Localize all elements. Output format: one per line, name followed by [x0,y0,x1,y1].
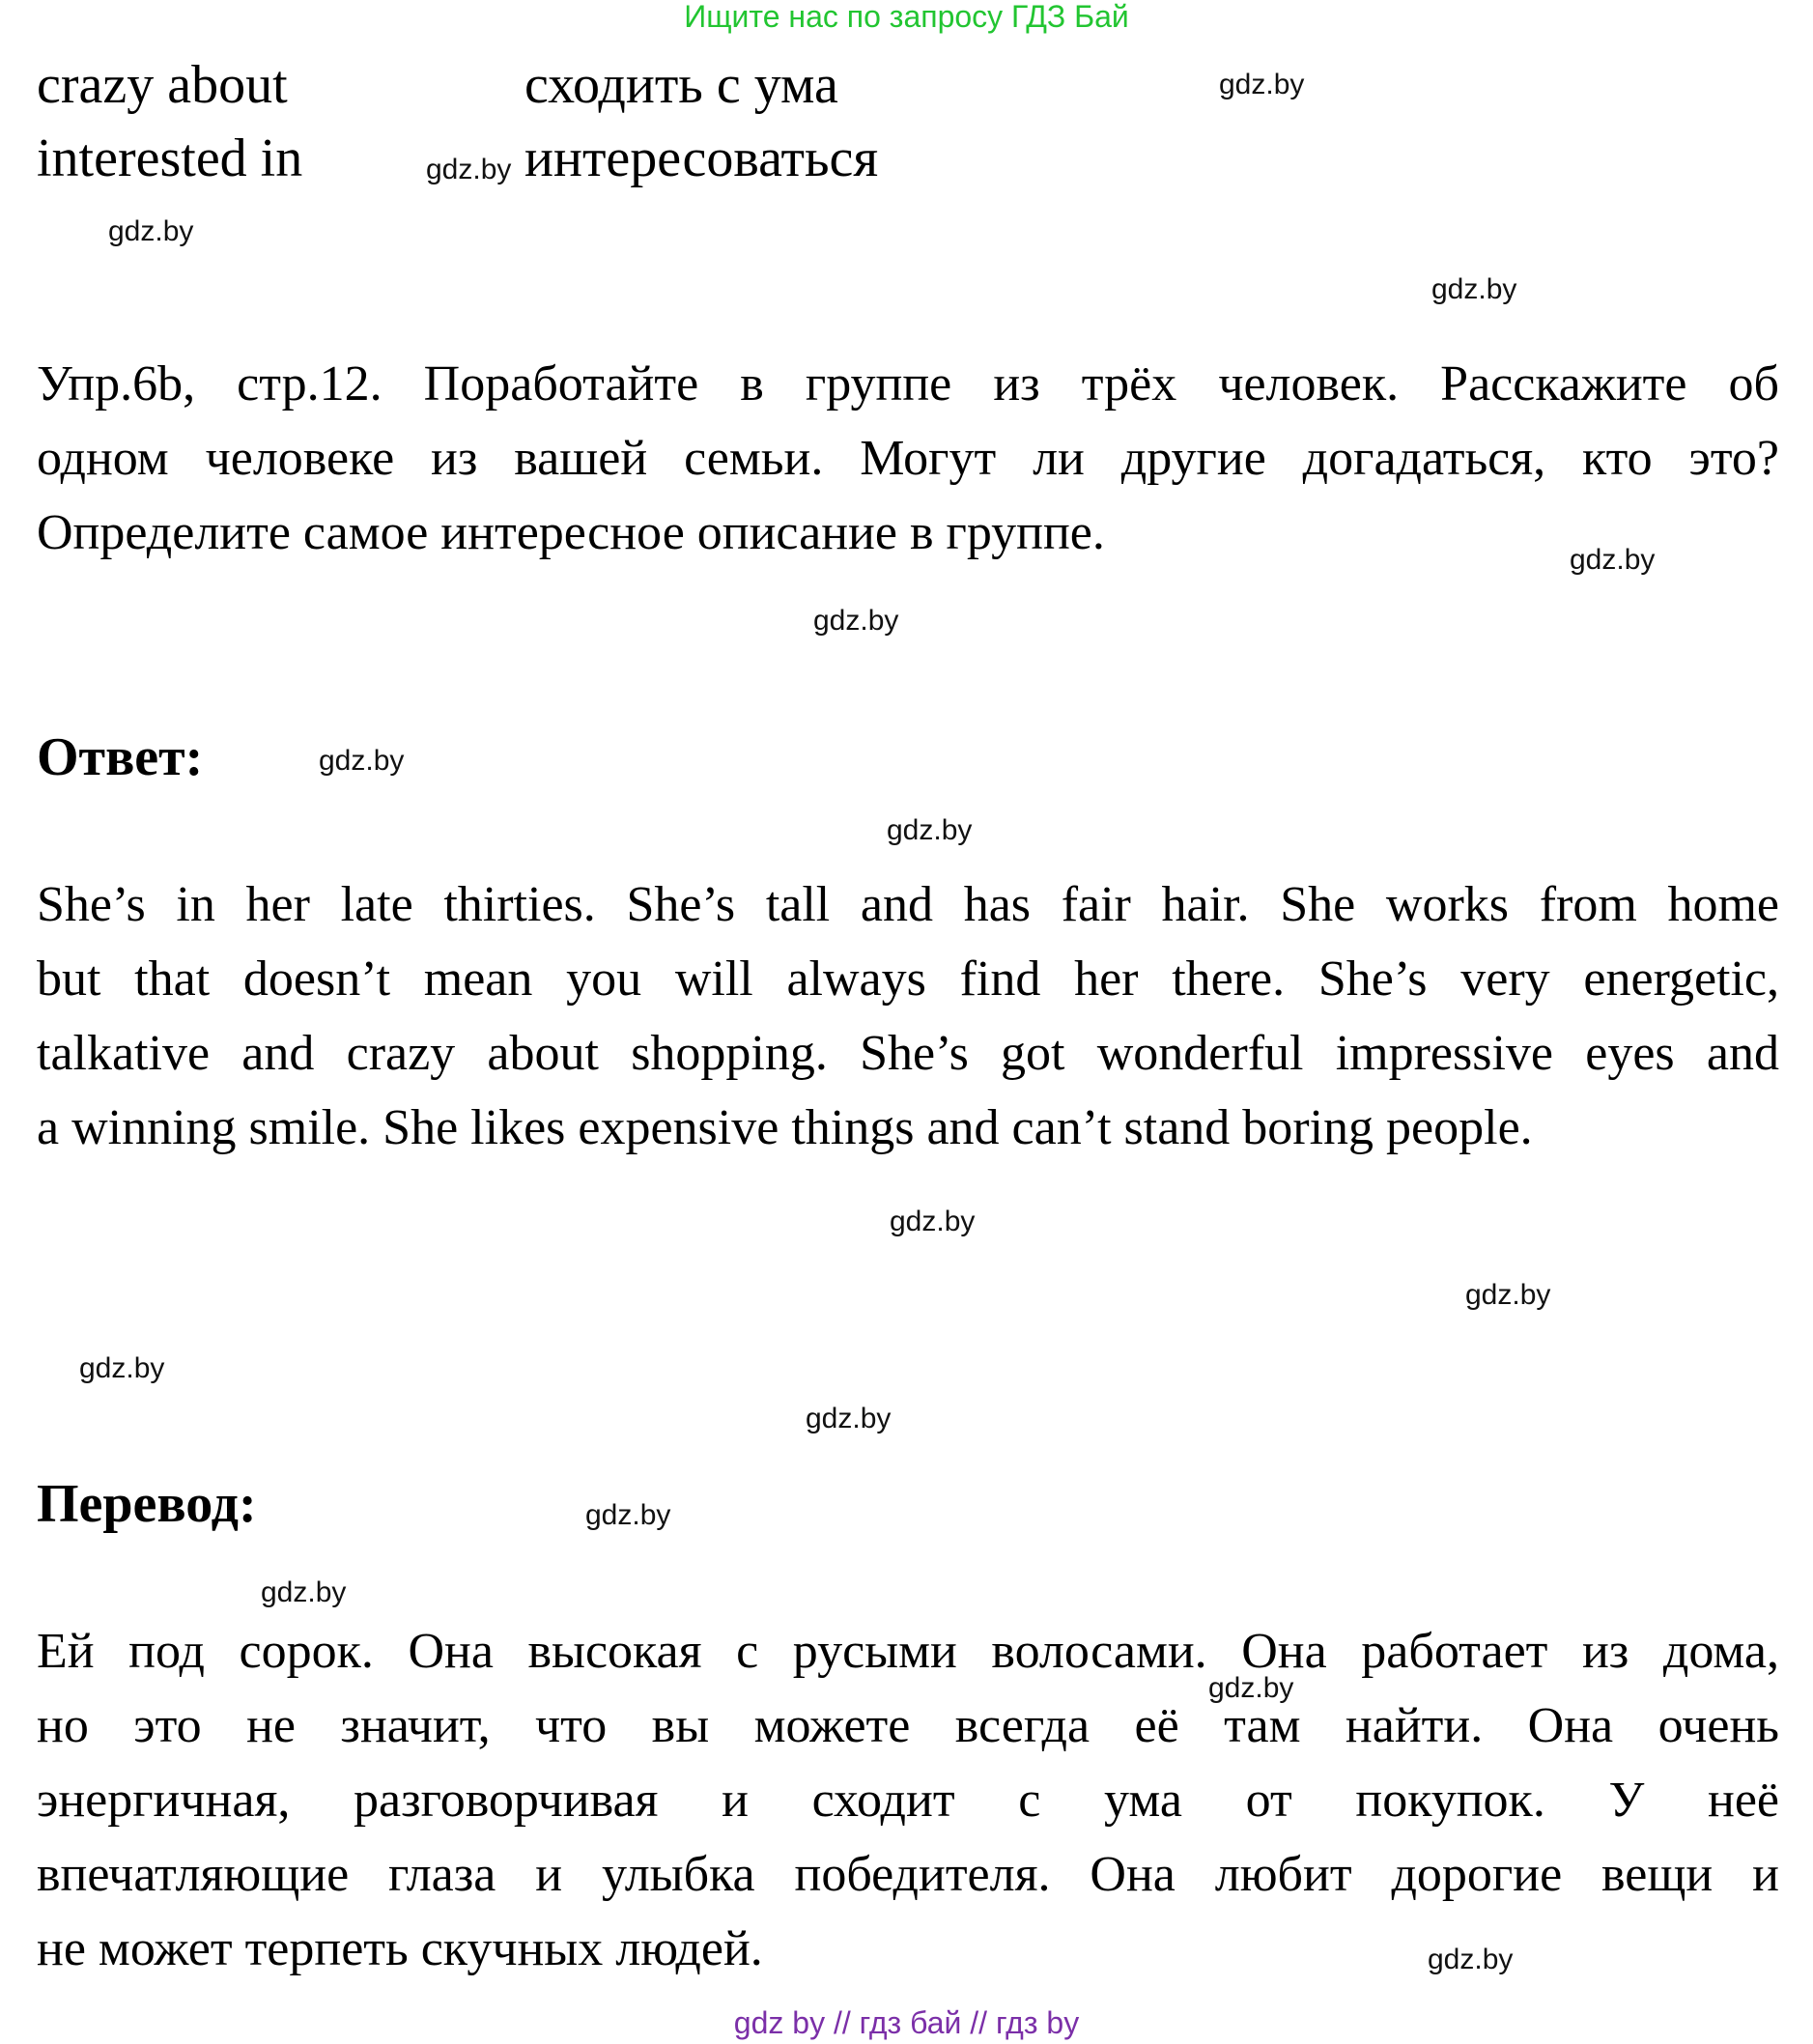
vocab-ru-2: интересоваться [524,128,879,188]
search-banner[interactable]: Ищите нас по запросу ГДЗ Бай [684,0,1129,34]
watermark: gdz.by [319,745,405,777]
vocab-en-1: crazy about [37,55,288,115]
watermark: gdz.by [813,605,899,637]
watermark: gdz.by [806,1403,892,1434]
answer-heading: Ответ: [37,727,204,787]
watermark: gdz.by [1208,1672,1294,1704]
watermark: gdz.by [1219,69,1305,100]
translation-heading: Перевод: [37,1474,257,1534]
watermark: gdz.by [426,154,512,185]
translation-line: но это не значит, что вы можете всегда её там найти. Она очень [37,1698,1779,1753]
task-line: Упр.6b, стр.12. Поработайте в группе из трёх человек. Расскажите об [37,356,1779,412]
vocab-ru-1: сходить с ума [524,55,838,115]
watermark: gdz.by [887,814,973,846]
answer-line: a winning smile. She likes expensive things and can’t stand boring people. [37,1100,1533,1155]
answer-line: but that doesn’t mean you will always find her there. She’s very energetic, [37,951,1779,1007]
task-text [37,347,1779,570]
translation-line: впечатляющие глаза и улыбка победителя. Она любит дорогие вещи и [37,1847,1779,1902]
task-line: Определите самое интересное описание в группе. [37,505,1105,560]
watermark: gdz.by [1431,273,1517,305]
watermark: gdz.by [585,1499,671,1531]
watermark: gdz.by [890,1206,976,1237]
vocab-en-2: interested in [37,128,303,188]
task-line: одном человеке из вашей семьи. Могут ли другие догадаться, кто это? [37,431,1779,486]
watermark: gdz.by [1570,544,1656,576]
answer-line: She’s in her late thirties. She’s tall and has fair hair. She works from home [37,877,1779,932]
translation-line: не может терпеть скучных людей. [37,1921,763,1976]
watermark: gdz.by [79,1352,165,1384]
answer-text [37,867,1779,1165]
watermark: gdz.by [1465,1279,1551,1311]
translation-line: Ей под сорок. Она высокая с русыми волосами. Она работает из дома, [37,1624,1779,1679]
watermark: gdz.by [261,1576,347,1608]
answer-line: talkative and crazy about shopping. She’s got wonderful impressive eyes and [37,1026,1779,1081]
translation-line: энергичная, разговорчивая и сходит с ума от покупок. У неё [37,1773,1779,1828]
watermark: gdz.by [108,215,194,247]
translation-text [37,1614,1779,1986]
footer-links[interactable]: gdz by // гдз бай // гдз by [733,2005,1080,2040]
watermark: gdz.by [1428,1944,1514,1975]
